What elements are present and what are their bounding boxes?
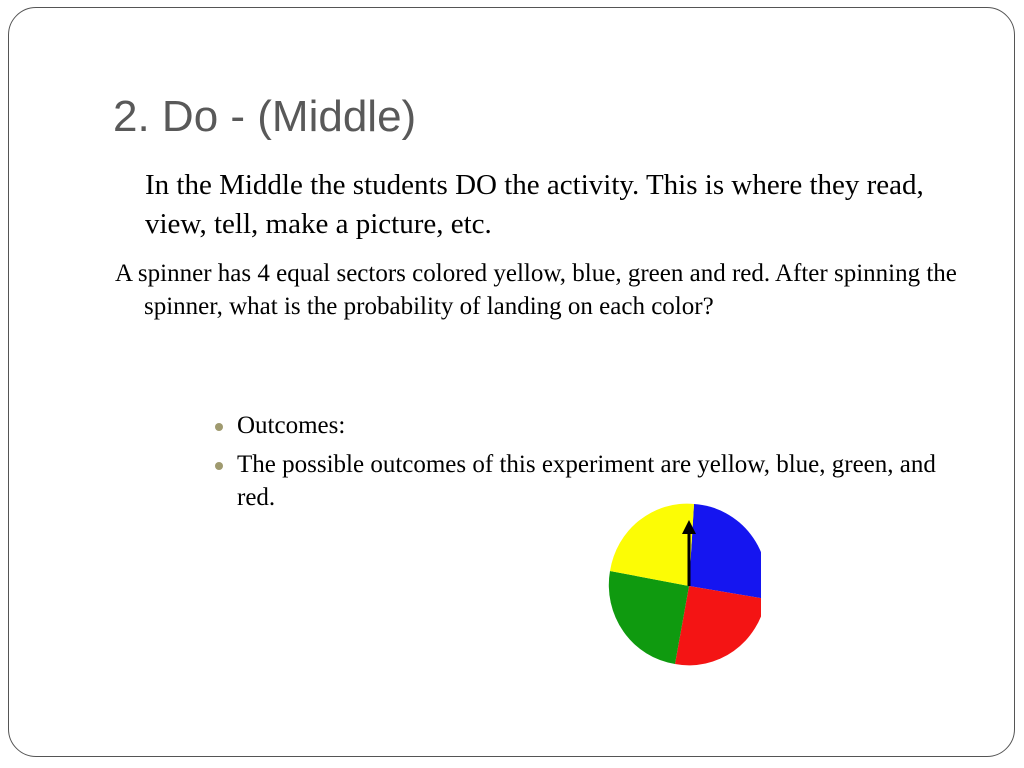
spinner-sector-red xyxy=(675,586,761,665)
spinner-sector-green xyxy=(609,571,689,664)
slide xyxy=(8,7,1015,757)
spinner-image xyxy=(601,498,761,668)
bullet-dot-icon xyxy=(215,462,223,470)
question-text: A spinner has 4 equal sectors colored yellow, blue, green and red. After spinning the spinner, what is the probability of landing on each color? xyxy=(115,260,957,320)
bullet-item-outcomes xyxy=(215,409,975,442)
bullet-item-possible-outcomes xyxy=(215,448,975,514)
intro-text: In the Middle the students DO the activity. This is where they read, view, tell, make a picture, etc. xyxy=(145,169,924,240)
bullet-dot-icon xyxy=(215,423,223,431)
bullet-text: Outcomes: xyxy=(237,412,346,439)
spinner-sector-blue xyxy=(689,504,761,599)
slide-title: 2. Do - (Middle) xyxy=(113,92,417,141)
bullet-list xyxy=(215,409,975,520)
bullet-text: The possible outcomes of this experiment are yellow, blue, green, and red. xyxy=(237,451,936,511)
